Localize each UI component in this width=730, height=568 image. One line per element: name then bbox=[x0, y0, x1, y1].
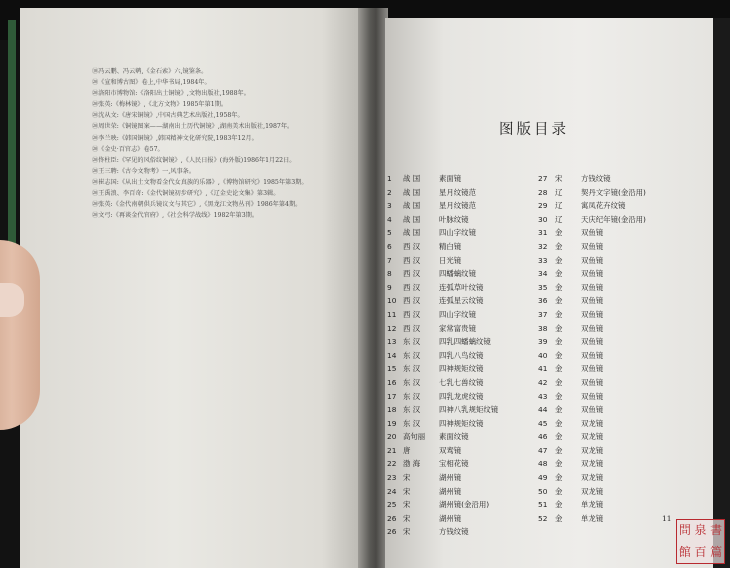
plate-dynasty: 辽 bbox=[555, 201, 563, 211]
holding-hand bbox=[0, 240, 40, 430]
plate-dynasty: 宋 bbox=[403, 500, 411, 510]
plate-name: 四山字纹镜 bbox=[439, 309, 476, 319]
plate-number: 23 bbox=[387, 473, 397, 483]
reference-entry: ⑳王禹浪、李百奇:《金代铜镜初步研究》,《辽金史论文集》第3辑。 bbox=[92, 190, 280, 198]
plate-dynasty: 金 bbox=[555, 418, 563, 428]
book-gutter bbox=[358, 8, 388, 568]
plate-dynasty: 东 汉 bbox=[403, 364, 421, 374]
plate-name: 叶脉纹镜 bbox=[439, 214, 469, 224]
plate-number: 3 bbox=[387, 201, 392, 211]
plate-dynasty: 金 bbox=[555, 296, 563, 306]
plate-number: 32 bbox=[538, 241, 548, 251]
plate-number: 27 bbox=[538, 174, 548, 183]
plate-list-row bbox=[387, 281, 537, 295]
plate-name: 双鱼镜 bbox=[581, 228, 604, 238]
plate-name: 连弧草叶纹镜 bbox=[439, 282, 484, 292]
plate-dynasty: 金 bbox=[555, 459, 563, 469]
plate-dynasty: 金 bbox=[555, 473, 563, 483]
plate-number: 7 bbox=[387, 255, 392, 265]
plate-dynasty: 战 国 bbox=[403, 214, 421, 224]
plate-name: 双鱼镜 bbox=[581, 296, 604, 306]
page-title: 图版目录 bbox=[499, 122, 569, 138]
plate-number: 47 bbox=[538, 445, 548, 455]
plate-list-row bbox=[538, 335, 688, 349]
plate-name: 双鱼镜 bbox=[581, 377, 604, 387]
plate-name: 七乳七兽纹镜 bbox=[439, 377, 484, 387]
plate-number: 30 bbox=[538, 214, 548, 224]
plate-name: 契丹文字镜(金沿用) bbox=[581, 187, 646, 197]
plate-number: 11 bbox=[387, 309, 397, 319]
plate-list-row bbox=[538, 254, 688, 268]
plate-number: 16 bbox=[387, 377, 397, 387]
plate-list-row bbox=[387, 498, 537, 512]
plate-number: 6 bbox=[387, 241, 392, 251]
plate-dynasty: 东 汉 bbox=[403, 350, 421, 360]
plate-list-row bbox=[387, 471, 537, 485]
plate-dynasty: 宋 bbox=[403, 513, 411, 523]
plate-list-row bbox=[538, 267, 688, 281]
plate-dynasty: 金 bbox=[555, 228, 563, 238]
plate-list-row bbox=[538, 186, 688, 200]
plate-list-row bbox=[387, 322, 537, 336]
plate-number: 31 bbox=[538, 228, 548, 238]
plate-list-row bbox=[538, 281, 688, 295]
plate-list-row bbox=[387, 444, 537, 458]
plate-dynasty: 金 bbox=[555, 364, 563, 374]
plate-list-row bbox=[538, 390, 688, 404]
plate-list-row bbox=[387, 199, 537, 213]
plate-dynasty: 金 bbox=[555, 513, 563, 523]
plate-name: 双龙镜 bbox=[581, 445, 604, 455]
plate-list-row bbox=[538, 322, 688, 336]
plate-number: 34 bbox=[538, 269, 548, 279]
plate-number: 20 bbox=[387, 432, 397, 442]
plate-name: 单龙镜 bbox=[581, 513, 604, 523]
plate-list-left-column bbox=[387, 172, 537, 539]
plate-list-row bbox=[538, 471, 688, 485]
reference-entry: ⑳张英:《梅林镜》,《北方文物》1985年第1期。 bbox=[92, 101, 228, 109]
plate-name: 星月纹镜范 bbox=[439, 187, 476, 197]
reference-entry: ⑳李兰映:《韩国铜镜》,韩国精神文化研究院,1983年12月。 bbox=[92, 134, 258, 142]
plate-number: 25 bbox=[387, 500, 397, 510]
plate-name: 双鱼镜 bbox=[581, 309, 604, 319]
plate-dynasty: 战 国 bbox=[403, 228, 421, 238]
plate-list-row bbox=[387, 213, 537, 227]
plate-name: 四山字纹镜 bbox=[439, 228, 476, 238]
plate-list-row bbox=[387, 186, 537, 200]
plate-dynasty: 西 汉 bbox=[403, 241, 421, 251]
plate-list-row bbox=[538, 308, 688, 322]
plate-name: 双龙镜 bbox=[581, 473, 604, 483]
plate-list-row bbox=[387, 525, 537, 539]
seal-character: 館 bbox=[678, 544, 691, 559]
plate-number: 26 bbox=[387, 527, 397, 537]
plate-name: 双鱼镜 bbox=[581, 350, 604, 360]
plate-dynasty: 金 bbox=[555, 405, 563, 415]
plate-list-row bbox=[387, 403, 537, 417]
plate-dynasty: 东 汉 bbox=[403, 405, 421, 415]
plate-dynasty: 渤 海 bbox=[403, 459, 421, 469]
plate-number: 21 bbox=[387, 445, 397, 455]
plate-name: 双龙镜 bbox=[581, 418, 604, 428]
book-cover-edge bbox=[8, 20, 16, 260]
plate-name: 方钱纹镜 bbox=[439, 527, 469, 537]
plate-number: 38 bbox=[538, 323, 548, 333]
seal-character: 書 bbox=[710, 523, 723, 537]
plate-number: 29 bbox=[538, 201, 548, 211]
plate-list-row bbox=[387, 512, 537, 526]
plate-name: 精白镜 bbox=[439, 241, 462, 251]
reference-entry: ⑳佟柱臣:《罕见的风俗纹铜镜》,《人民日报》(海外版)1986年1月22日。 bbox=[92, 156, 296, 164]
plate-name: 素面纹镜 bbox=[439, 432, 469, 442]
plate-number: 2 bbox=[387, 187, 392, 197]
plate-dynasty: 金 bbox=[555, 486, 563, 496]
plate-number: 22 bbox=[387, 459, 397, 469]
plate-number: 51 bbox=[538, 500, 548, 510]
seal-character: 泉 bbox=[694, 523, 707, 537]
plate-number: 37 bbox=[538, 309, 548, 319]
plate-number: 10 bbox=[387, 296, 397, 306]
seal-character: 百 bbox=[694, 544, 707, 559]
plate-list-row bbox=[387, 226, 537, 240]
plate-list-row bbox=[387, 485, 537, 499]
plate-list-row bbox=[538, 294, 688, 308]
seal-character: 篇 bbox=[710, 544, 723, 559]
plate-dynasty: 战 国 bbox=[403, 174, 421, 183]
plate-name: 寓凤花卉纹镜 bbox=[581, 201, 626, 211]
plate-number: 26 bbox=[387, 513, 397, 523]
page-number: 11 bbox=[662, 514, 672, 523]
plate-number: 14 bbox=[387, 350, 397, 360]
plate-dynasty: 高句丽 bbox=[403, 432, 426, 442]
plate-dynasty: 西 汉 bbox=[403, 323, 421, 333]
plate-list-row bbox=[538, 485, 688, 499]
reference-entry: ⑳《宣和博古图》卷上,中华书局,1984年。 bbox=[92, 79, 211, 87]
reference-entry: ⑳文弓:《再谈金代官府》,《社会科学战线》1982年第3期。 bbox=[92, 212, 259, 220]
plate-dynasty: 东 汉 bbox=[403, 337, 421, 347]
plate-number: 15 bbox=[387, 364, 397, 374]
reference-entry: ⑳崔志国:《从出土文物看金代女真族的乐器》,《博物馆研究》1985年第3期。 bbox=[92, 178, 308, 186]
plate-name: 方钱纹镜 bbox=[581, 174, 611, 183]
plate-number: 49 bbox=[538, 473, 548, 483]
plate-number: 18 bbox=[387, 405, 397, 415]
reference-entry: ⑳张英:《金代南朝供兵镜议文与其它》,《黑龙江文物丛刊》1986年第4期。 bbox=[92, 201, 302, 209]
reference-entry: ⑳沈从文:《唐宋铜镜》,中国古典艺术出版社,1958年。 bbox=[92, 112, 244, 120]
reference-entry: ⑳王三聘:《古今文物考》一,风事条。 bbox=[92, 167, 196, 175]
reference-entry: ⑳洛阳市博物馆:《洛阳出土铜镜》,文物出版社,1988年。 bbox=[92, 90, 250, 98]
plate-list-row bbox=[387, 267, 537, 281]
plate-dynasty: 金 bbox=[555, 377, 563, 387]
plate-name: 双鱼镜 bbox=[581, 337, 604, 347]
plate-name: 天庆纪年镜(金沿用) bbox=[581, 214, 646, 224]
seal-character: 問 bbox=[678, 523, 691, 537]
plate-number: 8 bbox=[387, 269, 392, 279]
plate-list-row bbox=[387, 417, 537, 431]
plate-list-row bbox=[538, 226, 688, 240]
plate-name: 双龙镜 bbox=[581, 459, 604, 469]
plate-dynasty: 宋 bbox=[403, 486, 411, 496]
plate-number: 52 bbox=[538, 513, 548, 523]
plate-name: 湖州镜(金沿用) bbox=[439, 500, 490, 510]
plate-number: 24 bbox=[387, 486, 397, 496]
plate-dynasty: 金 bbox=[555, 269, 563, 279]
plate-list-row bbox=[538, 362, 688, 376]
plate-name: 双鱼镜 bbox=[581, 391, 604, 401]
plate-list-row bbox=[387, 457, 537, 471]
plate-name: 家常富贵镜 bbox=[439, 323, 476, 333]
plate-number: 19 bbox=[387, 418, 397, 428]
plate-name: 四神规矩纹镜 bbox=[439, 418, 484, 428]
plate-name: 双鱼镜 bbox=[581, 405, 604, 415]
plate-dynasty: 金 bbox=[555, 337, 563, 347]
plate-dynasty: 战 国 bbox=[403, 187, 421, 197]
plate-name: 双鱼镜 bbox=[581, 255, 604, 265]
plate-dynasty: 金 bbox=[555, 391, 563, 401]
plate-name: 四乳四蟠螭纹镜 bbox=[439, 337, 491, 347]
plate-dynasty: 金 bbox=[555, 241, 563, 251]
plate-number: 5 bbox=[387, 228, 392, 238]
plate-list-row bbox=[387, 335, 537, 349]
plate-number: 42 bbox=[538, 377, 548, 387]
plate-dynasty: 金 bbox=[555, 432, 563, 442]
plate-name: 连弧星云纹镜 bbox=[439, 296, 484, 306]
plate-number: 13 bbox=[387, 337, 397, 347]
plate-name: 四蟠螭纹镜 bbox=[439, 269, 476, 279]
plate-number: 9 bbox=[387, 282, 392, 292]
plate-dynasty: 金 bbox=[555, 445, 563, 455]
plate-name: 双鱼镜 bbox=[581, 241, 604, 251]
plate-dynasty: 西 汉 bbox=[403, 296, 421, 306]
reference-list bbox=[92, 66, 352, 221]
plate-dynasty: 金 bbox=[555, 500, 563, 510]
plate-number: 28 bbox=[538, 187, 548, 197]
plate-list-row bbox=[387, 376, 537, 390]
plate-number: 17 bbox=[387, 391, 397, 401]
plate-number: 46 bbox=[538, 432, 548, 442]
plate-list-row bbox=[538, 199, 688, 213]
plate-dynasty: 战 国 bbox=[403, 201, 421, 211]
plate-dynasty: 唐 bbox=[403, 445, 411, 455]
plate-list-row bbox=[538, 172, 688, 186]
plate-number: 45 bbox=[538, 418, 548, 428]
plate-name: 星月纹镜范 bbox=[439, 201, 476, 211]
plate-name: 双龙镜 bbox=[581, 432, 604, 442]
plate-list-row bbox=[387, 349, 537, 363]
plate-name: 湖州镜 bbox=[439, 513, 462, 523]
plate-list-row bbox=[387, 390, 537, 404]
plate-list-row bbox=[538, 498, 688, 512]
plate-dynasty: 西 汉 bbox=[403, 309, 421, 319]
plate-list-row bbox=[538, 430, 688, 444]
plate-number: 12 bbox=[387, 323, 397, 333]
plate-list-row bbox=[538, 457, 688, 471]
plate-number: 36 bbox=[538, 296, 548, 306]
plate-dynasty: 东 汉 bbox=[403, 391, 421, 401]
plate-list-row bbox=[387, 430, 537, 444]
reference-entry: ⑳周世荣:《铜镜图案——湖南出土历代铜镜》,湖南美术出版社,1987年。 bbox=[92, 123, 294, 131]
plate-number: 50 bbox=[538, 486, 548, 496]
plate-number: 39 bbox=[538, 337, 548, 347]
reference-entry: ⑩冯云鹏、冯云鹓,《金石索》六,镜鉴条。 bbox=[92, 68, 208, 75]
plate-list-row bbox=[538, 403, 688, 417]
plate-name: 双鱼镜 bbox=[581, 282, 604, 292]
red-seal-stamp bbox=[676, 519, 725, 564]
thumbnail bbox=[0, 283, 24, 317]
plate-dynasty: 金 bbox=[555, 323, 563, 333]
plate-name: 双鱼镜 bbox=[581, 364, 604, 374]
plate-list-row bbox=[387, 362, 537, 376]
plate-name: 双鱼镜 bbox=[581, 269, 604, 279]
plate-dynasty: 辽 bbox=[555, 214, 563, 224]
plate-list-row bbox=[538, 444, 688, 458]
plate-dynasty: 西 汉 bbox=[403, 269, 421, 279]
plate-list-row bbox=[387, 172, 537, 186]
plate-name: 双龙镜 bbox=[581, 486, 604, 496]
plate-name: 素面镜 bbox=[439, 174, 462, 183]
plate-number: 33 bbox=[538, 255, 548, 265]
plate-name: 宝相花镜 bbox=[439, 459, 469, 469]
plate-list-row bbox=[387, 240, 537, 254]
plate-name: 湖州镜 bbox=[439, 473, 462, 483]
reference-entry: ⑳《金史·百官志》卷57。 bbox=[92, 145, 164, 153]
plate-name: 双鸾镜 bbox=[439, 445, 462, 455]
plate-list-row bbox=[387, 254, 537, 268]
plate-dynasty: 宋 bbox=[555, 174, 563, 183]
plate-dynasty: 西 汉 bbox=[403, 282, 421, 292]
plate-name: 四神规矩纹镜 bbox=[439, 364, 484, 374]
plate-name: 湖州镜 bbox=[439, 486, 462, 496]
plate-dynasty: 宋 bbox=[403, 473, 411, 483]
plate-name: 日光镜 bbox=[439, 255, 462, 265]
plate-number: 48 bbox=[538, 459, 548, 469]
plate-number: 4 bbox=[387, 214, 392, 224]
plate-list-row bbox=[538, 213, 688, 227]
plate-list-right-column bbox=[538, 172, 688, 525]
plate-list-row bbox=[538, 349, 688, 363]
plate-name: 单龙镜 bbox=[581, 500, 604, 510]
plate-number: 35 bbox=[538, 282, 548, 292]
plate-number: 40 bbox=[538, 350, 548, 360]
plate-name: 双鱼镜 bbox=[581, 323, 604, 333]
plate-list-row bbox=[538, 240, 688, 254]
plate-number: 1 bbox=[387, 174, 392, 183]
plate-number: 44 bbox=[538, 405, 548, 415]
plate-dynasty: 金 bbox=[555, 282, 563, 292]
plate-name: 四神八乳规矩纹镜 bbox=[439, 405, 499, 415]
plate-dynasty: 金 bbox=[555, 350, 563, 360]
plate-number: 41 bbox=[538, 364, 548, 374]
plate-dynasty: 东 汉 bbox=[403, 418, 421, 428]
plate-list-row bbox=[387, 308, 537, 322]
background-right-edge bbox=[713, 18, 730, 568]
plate-dynasty: 金 bbox=[555, 255, 563, 265]
plate-dynasty: 东 汉 bbox=[403, 377, 421, 387]
plate-dynasty: 宋 bbox=[403, 527, 411, 537]
plate-list-row bbox=[538, 417, 688, 431]
plate-dynasty: 辽 bbox=[555, 187, 563, 197]
plate-name: 四乳八鸟纹镜 bbox=[439, 350, 484, 360]
plate-list-row bbox=[538, 376, 688, 390]
plate-number: 43 bbox=[538, 391, 548, 401]
plate-dynasty: 金 bbox=[555, 309, 563, 319]
plate-dynasty: 西 汉 bbox=[403, 255, 421, 265]
plate-list-row bbox=[387, 294, 537, 308]
plate-name: 四乳龙虎纹镜 bbox=[439, 391, 484, 401]
